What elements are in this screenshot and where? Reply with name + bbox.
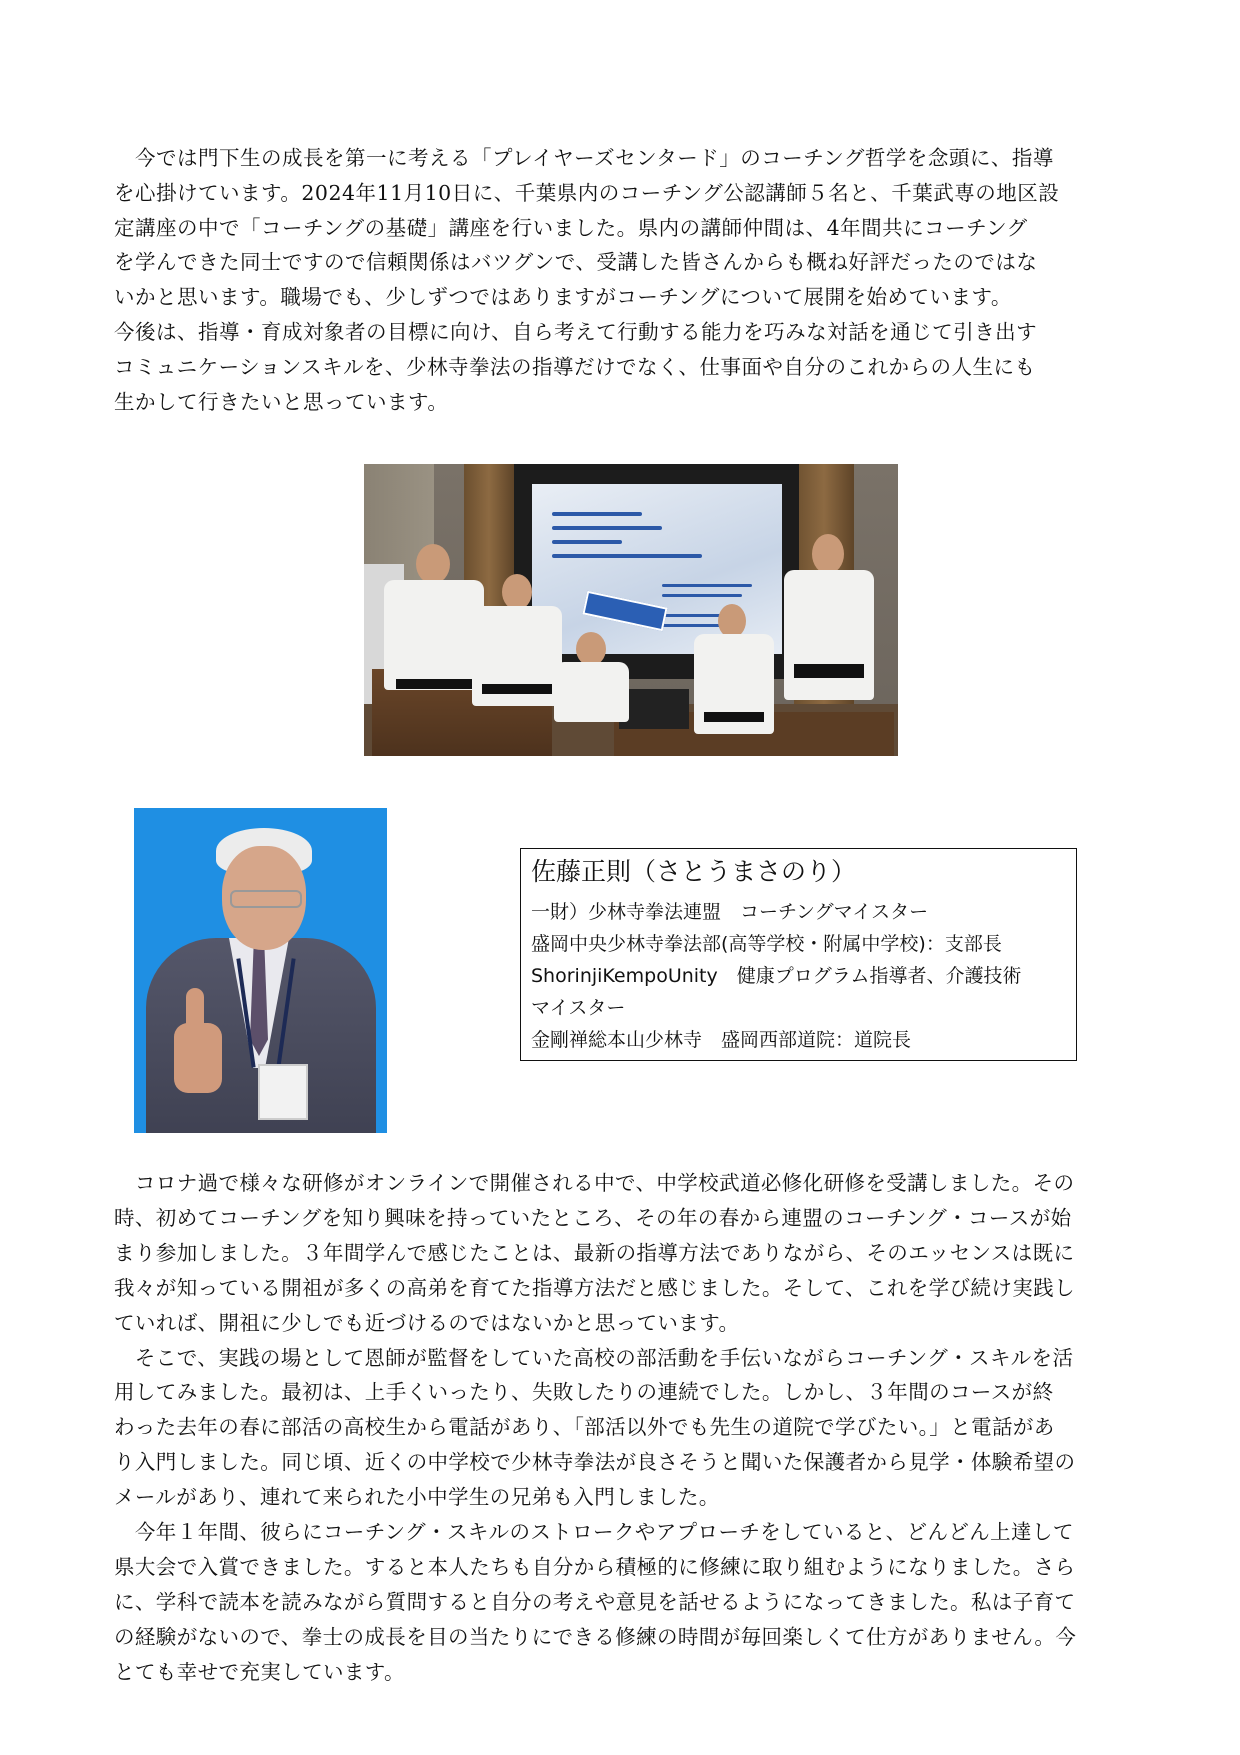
text-line: 我々が知っている開祖が多くの高弟を育てた指導方法だと感じました。そして、これを学び続け実践し	[114, 1275, 1075, 1300]
text-line: 今では門下生の成長を第一に考える「プレイヤーズセンタード」のコーチング哲学を念頭に、指導	[114, 146, 1054, 170]
intro-paragraph	[114, 141, 1132, 419]
text-line: を心掛けています。2024年11月10日に、千葉県内のコーチング公認講師５名と、千葉武専の地区設	[114, 180, 1060, 205]
text-line: コミュニケーションスキルを、少林寺拳法の指導だけでなく、仕事面や自分のこれからの人生にも	[114, 354, 1036, 379]
group-photo	[364, 464, 898, 756]
profile-line: ShorinjiKempoUnity 健康プログラム指導者、介護技術	[531, 965, 1022, 987]
portrait-photo	[134, 808, 387, 1133]
text-line: コロナ過で様々な研修がオンラインで開催される中で、中学校武道必修化研修を受講しました。その	[114, 1171, 1075, 1195]
text-line: まり参加しました。３年間学んで感じたことは、最新の指導方法でありながら、そのエッセンスは既に	[114, 1240, 1075, 1265]
text-line: を学んできた同士ですので信頼関係はバツグンで、受講した皆さんからも概ね好評だったのではな	[114, 250, 1038, 275]
text-line: の経験がないので、拳士の成長を目の当たりにできる修練の時間が毎回楽しくて仕方がありません。今	[114, 1624, 1077, 1649]
story-paragraph	[114, 1166, 1132, 1690]
profile-box	[520, 848, 1077, 1061]
text-line: とても幸せで充実しています。	[114, 1659, 405, 1684]
text-line: り入門しました。同じ頃、近くの中学校で少林寺拳法が良さそうと聞いた保護者から見学・体験希望の	[114, 1450, 1076, 1475]
text-line: 今年１年間、彼らにコーチング・スキルのストロークやアプローチをしていると、どんどん上達して	[114, 1520, 1074, 1545]
text-line: 生かして行きたいと思っています。	[114, 389, 449, 414]
text-line: 県大会で入賞できました。すると本人たちも自分から積極的に修練に取り組むようになりました。さら	[114, 1554, 1076, 1579]
profile-line: 盛岡中央少林寺拳法部(高等学校・附属中学校)：支部長	[531, 933, 1002, 955]
profile-name: 佐藤正則（さとうまさのり）	[531, 857, 857, 886]
text-line: いかと思います。職場でも、少しずつではありますがコーチングについて展開を始めています。	[114, 285, 1012, 310]
text-line: そこで、実践の場として恩師が監督をしていた高校の部活動を手伝いながらコーチング・スキルを活	[114, 1345, 1074, 1370]
text-line: に、学科で読本を読みながら質問すると自分の考えや意見を話せるようになってきました。私は子育て	[114, 1589, 1076, 1614]
text-line: ていれば、開祖に少しでも近づけるのではないかと思っています。	[114, 1310, 740, 1335]
text-line: メールがあり、連れて来られた小中学生の兄弟も入門しました。	[114, 1485, 720, 1510]
text-line: わった去年の春に部活の高校生から電話があり、「部活以外でも先生の道院で学びたい。」と電話があ	[114, 1415, 1055, 1440]
profile-line: 一財）少林寺拳法連盟 コーチングマイスター	[531, 901, 929, 923]
profile-line: 金剛禅総本山少林寺 盛岡西部道院：道院長	[531, 1029, 912, 1051]
text-line: 定講座の中で「コーチングの基礎」講座を行いました。県内の講師仲間は、4年間共にコーチング	[114, 215, 1028, 240]
profile-line: マイスター	[531, 997, 626, 1019]
text-line: 今後は、指導・育成対象者の目標に向け、自ら考えて行動する能力を巧みな対話を通じて引き出す	[114, 319, 1038, 344]
text-line: 用してみました。最初は、上手くいったり、失敗したりの連続でした。しかし、３年間のコースが終	[114, 1380, 1054, 1405]
text-line: 時、初めてコーチングを知り興味を持っていたところ、その年の春から連盟のコーチング・コースが始	[114, 1205, 1072, 1230]
